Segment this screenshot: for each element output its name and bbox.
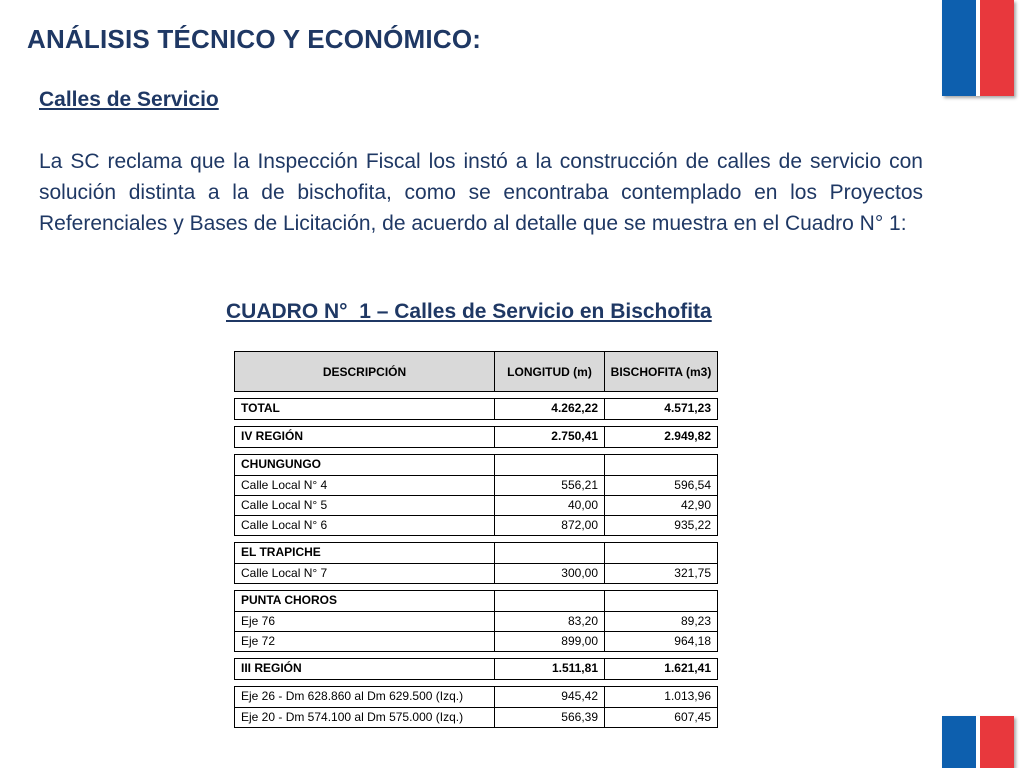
table-row-group (234, 590, 718, 652)
chile-flag-stripe-top (942, 0, 1014, 96)
cell-longitud: 4.262,22 (495, 399, 605, 419)
table-row-group (234, 686, 718, 728)
cell-descripcion: III REGIÓN (235, 659, 495, 679)
cell-descripcion: Calle Local N° 7 (235, 564, 495, 583)
flag-blue-stripe (942, 716, 980, 768)
table-row (235, 475, 717, 495)
cell-longitud: 83,20 (495, 612, 605, 631)
header-descripcion: DESCRIPCIÓN (235, 352, 495, 391)
table-row (235, 707, 717, 727)
cell-bischofita: 596,54 (674, 478, 711, 492)
table-row (235, 427, 717, 447)
cell-bischofita: 4.571,23 (664, 401, 711, 415)
cell-bischofita: 42,90 (680, 498, 711, 512)
cell-descripcion: Eje 20 - Dm 574.100 al Dm 575.000 (Izq.) (235, 708, 495, 727)
table-body (234, 398, 718, 728)
table-row (235, 455, 717, 475)
cell-bischofita (605, 543, 717, 563)
cell-descripcion: Calle Local N° 5 (235, 496, 495, 515)
table-row-group (234, 426, 718, 448)
header-bischofita: BISCHOFITA (m3) (610, 364, 712, 379)
table-row (235, 399, 717, 419)
table-row (235, 687, 717, 707)
cell-longitud (495, 543, 605, 563)
service-roads-table (234, 351, 718, 728)
body-paragraph: La SC reclama que la Inspección Fiscal los instó a la construcción de calles de servicio con solución distinta a la de bischofita, como se encontraba contemplado en los Proyectos Referenciales y Bases de Licitación, de acuerdo al detalle que se muestra en el Cuadro N° 1: (39, 150, 923, 235)
cell-longitud: 556,21 (495, 476, 605, 495)
cell-descripcion: Calle Local N° 4 (235, 476, 495, 495)
cell-longitud: 2.750,41 (495, 427, 605, 447)
cell-longitud: 945,42 (495, 687, 605, 707)
cell-bischofita (605, 455, 717, 475)
header-longitud: LONGITUD (m) (495, 352, 605, 391)
cell-bischofita: 1.013,96 (664, 689, 711, 703)
chile-flag-stripe-bottom (942, 716, 1014, 768)
slide-title: ANÁLISIS TÉCNICO Y ECONÓMICO: (27, 24, 482, 54)
cell-descripcion: CHUNGUNGO (235, 455, 495, 475)
table-row-group (234, 658, 718, 680)
table-row (235, 611, 717, 631)
table-row-group (234, 454, 718, 536)
table-row (235, 591, 717, 611)
cell-longitud (495, 455, 605, 475)
cell-longitud: 300,00 (495, 564, 605, 583)
cell-bischofita: 607,45 (674, 710, 711, 724)
cell-bischofita: 964,18 (674, 634, 711, 648)
table-row-group (234, 542, 718, 584)
cell-descripcion: Eje 76 (235, 612, 495, 631)
table-header (234, 351, 718, 392)
flag-blue-stripe (942, 0, 980, 96)
cell-descripcion: Eje 26 - Dm 628.860 al Dm 629.500 (Izq.) (235, 687, 495, 707)
cell-descripcion: EL TRAPICHE (235, 543, 495, 563)
section-heading: Calles de Servicio (39, 88, 219, 111)
flag-red-stripe (980, 0, 1014, 96)
cell-longitud: 1.511,81 (495, 659, 605, 679)
cell-longitud: 899,00 (495, 632, 605, 651)
table-row (235, 659, 717, 679)
cell-longitud: 872,00 (495, 516, 605, 535)
cell-descripcion: TOTAL (235, 399, 495, 419)
cell-bischofita: 2.949,82 (664, 429, 711, 443)
cell-longitud: 40,00 (495, 496, 605, 515)
cell-bischofita: 1.621,41 (664, 661, 711, 675)
cell-descripcion: Eje 72 (235, 632, 495, 651)
table-row-group (234, 398, 718, 420)
table-row (235, 495, 717, 515)
table-row (235, 631, 717, 651)
cell-bischofita (605, 591, 717, 611)
cell-longitud (495, 591, 605, 611)
table-caption: CUADRO N° 1 – Calles de Servicio en Bischofita (226, 300, 712, 323)
cell-bischofita: 321,75 (674, 566, 711, 580)
cell-descripcion: IV REGIÓN (235, 427, 495, 447)
flag-red-stripe (980, 716, 1014, 768)
cell-bischofita: 89,23 (680, 614, 711, 628)
cell-longitud: 566,39 (495, 708, 605, 727)
cell-descripcion: PUNTA CHOROS (235, 591, 495, 611)
table-row (235, 563, 717, 583)
cell-descripcion: Calle Local N° 6 (235, 516, 495, 535)
cell-bischofita: 935,22 (674, 518, 711, 532)
table-row (235, 515, 717, 535)
table-row (235, 543, 717, 563)
